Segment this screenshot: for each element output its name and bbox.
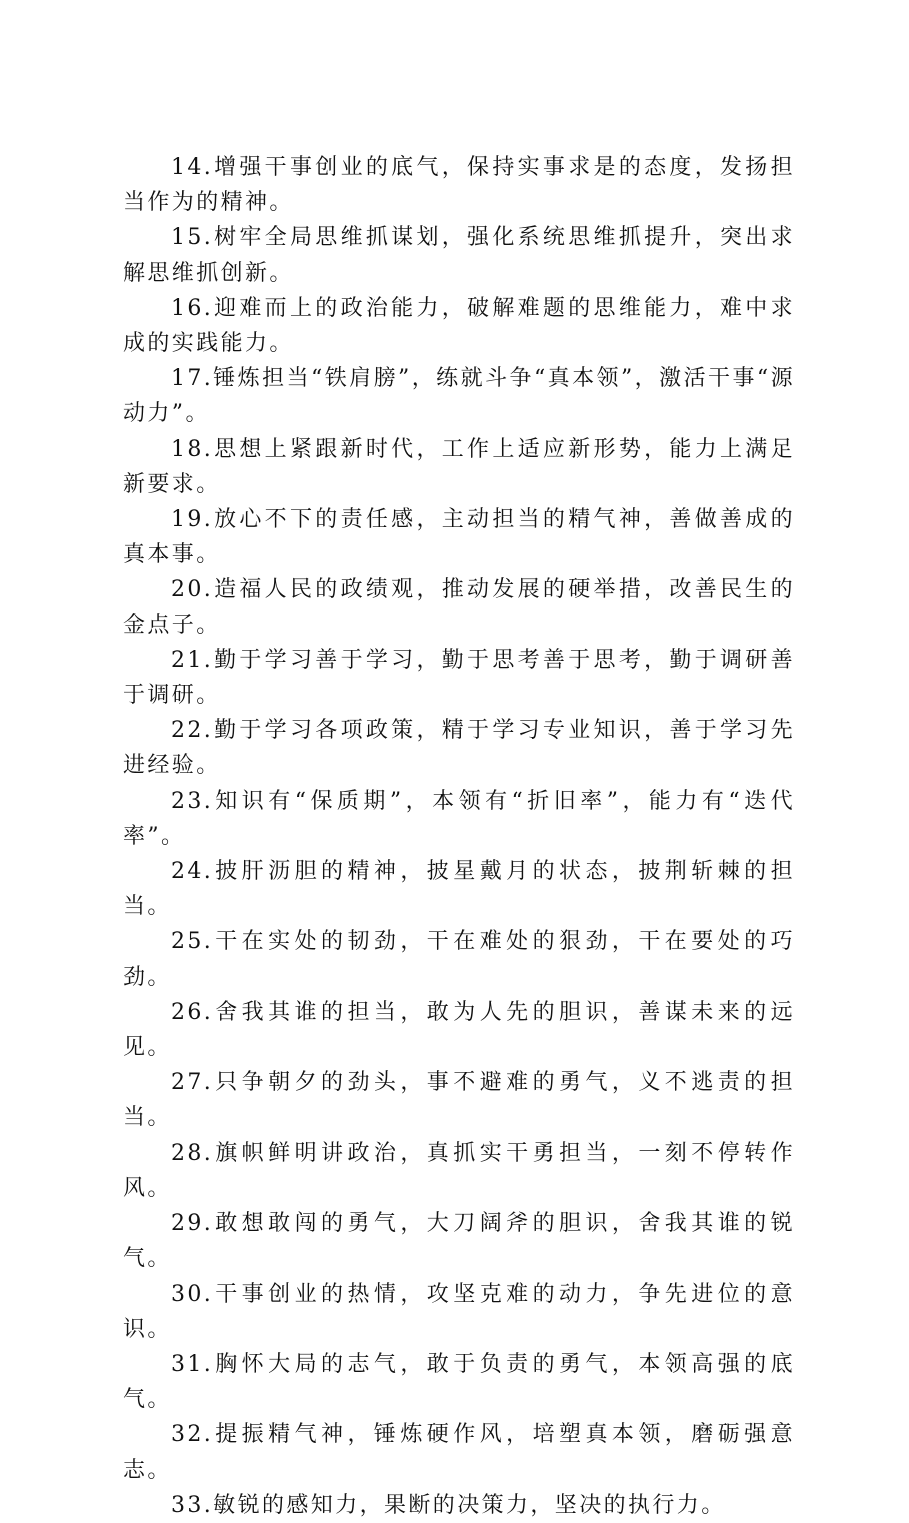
paragraph-18: 18.思想上紧跟新时代，工作上适应新形势，能力上满足新要求。 <box>123 436 795 497</box>
paragraph-19: 19.放心不下的责任感，主动担当的精气神，善做善成的真本事。 <box>123 507 795 568</box>
paragraph-21: 21.勤于学习善于学习，勤于思考善于思考，勤于调研善于调研。 <box>123 647 795 709</box>
document-body <box>123 150 795 1523</box>
paragraph-26: 26.舍我其谁的担当，敢为人先的胆识，善谋未来的远见。 <box>123 999 795 1061</box>
paragraph-27: 27.只争朝夕的劲头，事不避难的勇气，义不逃责的担当。 <box>123 1070 795 1131</box>
paragraph-29: 29.敢想敢闯的勇气，大刀阔斧的胆识，舍我其谁的锐气。 <box>123 1211 795 1272</box>
paragraph-16: 16.迎难而上的政治能力，破解难题的思维能力，难中求成的实践能力。 <box>123 295 795 357</box>
paragraph-32: 32.提振精气神，锤炼硬作风，培塑真本领，磨砺强意志。 <box>123 1422 795 1483</box>
paragraph-15: 15.树牢全局思维抓谋划，强化系统思维抓提升，突出求解思维抓创新。 <box>123 225 795 286</box>
paragraph-14: 14.增强干事创业的底气，保持实事求是的态度，发扬担当作为的精神。 <box>123 155 795 216</box>
paragraph-33: 33.敏锐的感知力，果断的决策力，坚决的执行力。 <box>171 1492 726 1518</box>
paragraph-25: 25.干在实处的韧劲，干在难处的狠劲，干在要处的巧劲。 <box>123 929 795 990</box>
paragraph-28: 28.旗帜鲜明讲政治，真抓实干勇担当，一刻不停转作风。 <box>123 1140 795 1201</box>
paragraph-30: 30.干事创业的热情，攻坚克难的动力，争先进位的意识。 <box>123 1281 795 1342</box>
paragraph-31: 31.胸怀大局的志气，敢于负责的勇气，本领高强的底气。 <box>123 1351 795 1413</box>
paragraph-23: 23.知识有“保质期”，本领有“折旧率”，能力有“迭代率”。 <box>123 788 795 849</box>
paragraph-20: 20.造福人民的政绩观，推动发展的硬举措，改善民生的金点子。 <box>123 577 795 638</box>
paragraph-22: 22.勤于学习各项政策，精于学习专业知识，善于学习先进经验。 <box>123 718 795 779</box>
paragraph-24: 24.披肝沥胆的精神，披星戴月的状态，披荆斩棘的担当。 <box>123 859 795 920</box>
paragraph-17: 17.锤炼担当“铁肩膀”，练就斗争“真本领”，激活干事“源动力”。 <box>123 366 795 427</box>
